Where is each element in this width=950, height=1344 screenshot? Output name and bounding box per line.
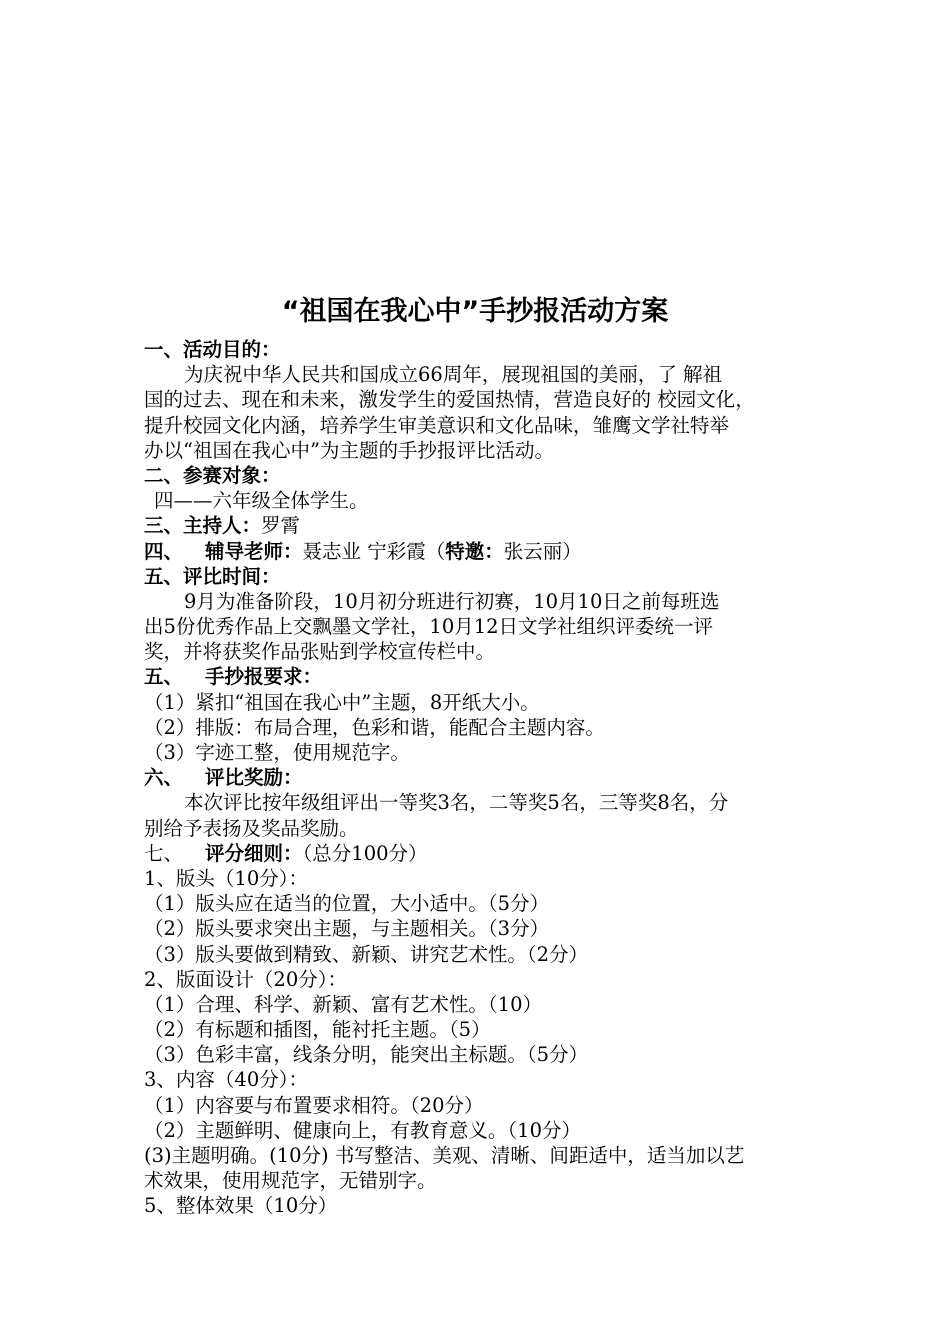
scoring-total: （总分100分） xyxy=(302,841,428,865)
awards-line: 别给予表扬及奖品奖励。 xyxy=(144,816,359,840)
section-host xyxy=(144,513,814,538)
section-advisors xyxy=(144,539,814,564)
purpose-line: 办以“祖国在我心中”为主题的手抄报评比活动。 xyxy=(144,438,554,462)
section-scoring-number: 七、 xyxy=(144,841,184,865)
schedule-line: 9月为准备阶段，10月初分班进行初赛，10月10日之前每班选 xyxy=(184,589,720,613)
section-scoring-heading: 评分细则： xyxy=(205,841,303,865)
section-requirements xyxy=(144,664,814,689)
section-scoring xyxy=(144,841,814,866)
section-participants-heading: 二、参赛对象： xyxy=(144,463,281,487)
schedule-line: 奖，并将获奖作品张贴到学校宣传栏中。 xyxy=(144,640,496,664)
scoring-item: （3）版头要做到精致、新颖、讲究艺术性。（2分） xyxy=(144,942,589,966)
scoring-item: （1）版头应在适当的位置，大小适中。（5分） xyxy=(144,892,550,916)
scoring-item: （2）版头要求突出主题，与主题相关。（3分） xyxy=(144,917,550,941)
participants-text: 四——六年级全体学生。 xyxy=(154,489,369,513)
document-title: “祖国在我心中”手抄报活动方案 xyxy=(281,296,669,327)
purpose-line: 提升校园文化内涵，培养学生审美意识和文化品味，雏鹰文学社特举 xyxy=(144,413,730,437)
section-requirements-number: 五、 xyxy=(144,665,184,689)
scoring-item: （1）合理、科学、新颖、富有艺术性。（10） xyxy=(144,992,542,1016)
section-awards xyxy=(144,765,814,790)
section-awards-heading: 评比奖励： xyxy=(205,766,303,790)
scoring-item: （2）主题鲜明、健康向上，有教育意义。（10分） xyxy=(144,1118,581,1142)
scoring-item: 术效果，使用规范字，无错别字。 xyxy=(144,1169,437,1193)
requirement-item: （1）紧扣“祖国在我心中”主题，8开纸大小。 xyxy=(144,690,540,714)
section-purpose-heading: 一、活动目的： xyxy=(144,338,281,361)
scoring-item: （3）色彩丰富，线条分明，能突出主标题。（5分） xyxy=(144,1043,589,1067)
section-schedule-heading: 五、评比时间： xyxy=(144,564,281,588)
scoring-item: （1）内容要与布置要求相符。（20分） xyxy=(144,1093,484,1117)
document-body xyxy=(144,337,814,1219)
scoring-item: (3)主题明确。(10分) 书写整洁、美观、清晰、间距适中，适当加以艺 xyxy=(144,1144,745,1167)
schedule-line: 出5份优秀作品上交飘墨文学社，10月12日文学社组织评委统一评 xyxy=(144,615,714,639)
purpose-line: 为庆祝中华人民共和国成立66周年，展现祖国的美丽，了 解祖 xyxy=(184,363,723,387)
section-advisors-heading: 辅导老师： xyxy=(205,539,303,563)
scoring-item: （2）有标题和插图，能衬托主题。（5） xyxy=(144,1018,491,1042)
host-name: 罗霄 xyxy=(261,514,301,538)
section-requirements-heading: 手抄报要求： xyxy=(205,665,323,689)
purpose-line: 国的过去、现在和未来，激发学生的爱国热情，营造良好的 校园文化， xyxy=(144,388,755,412)
awards-line: 本次评比按年级组评出一等奖3名，二等奖5名，三等奖8名，分 xyxy=(184,791,729,815)
special-guest-name: 张云丽） xyxy=(503,539,582,563)
special-guest-label: 特邀： xyxy=(445,539,504,563)
section-advisors-number: 四、 xyxy=(144,539,184,563)
scoring-group-title: 1、版头（10分）： xyxy=(144,866,308,890)
requirement-item: （2）排版：布局合理，色彩和谐，能配合主题内容。 xyxy=(144,715,605,739)
section-awards-number: 六、 xyxy=(144,766,184,790)
section-host-heading: 三、主持人： xyxy=(144,514,262,538)
requirement-item: （3）字迹工整，使用规范字。 xyxy=(144,741,410,764)
scoring-group-title: 5、整体效果（10分） xyxy=(144,1194,338,1218)
scoring-group-title: 3、内容（40分）： xyxy=(144,1068,308,1092)
advisor-names: 聂志业 宁彩霞（ xyxy=(302,539,446,563)
scoring-group-title: 2、版面设计（20分）： xyxy=(144,967,347,991)
